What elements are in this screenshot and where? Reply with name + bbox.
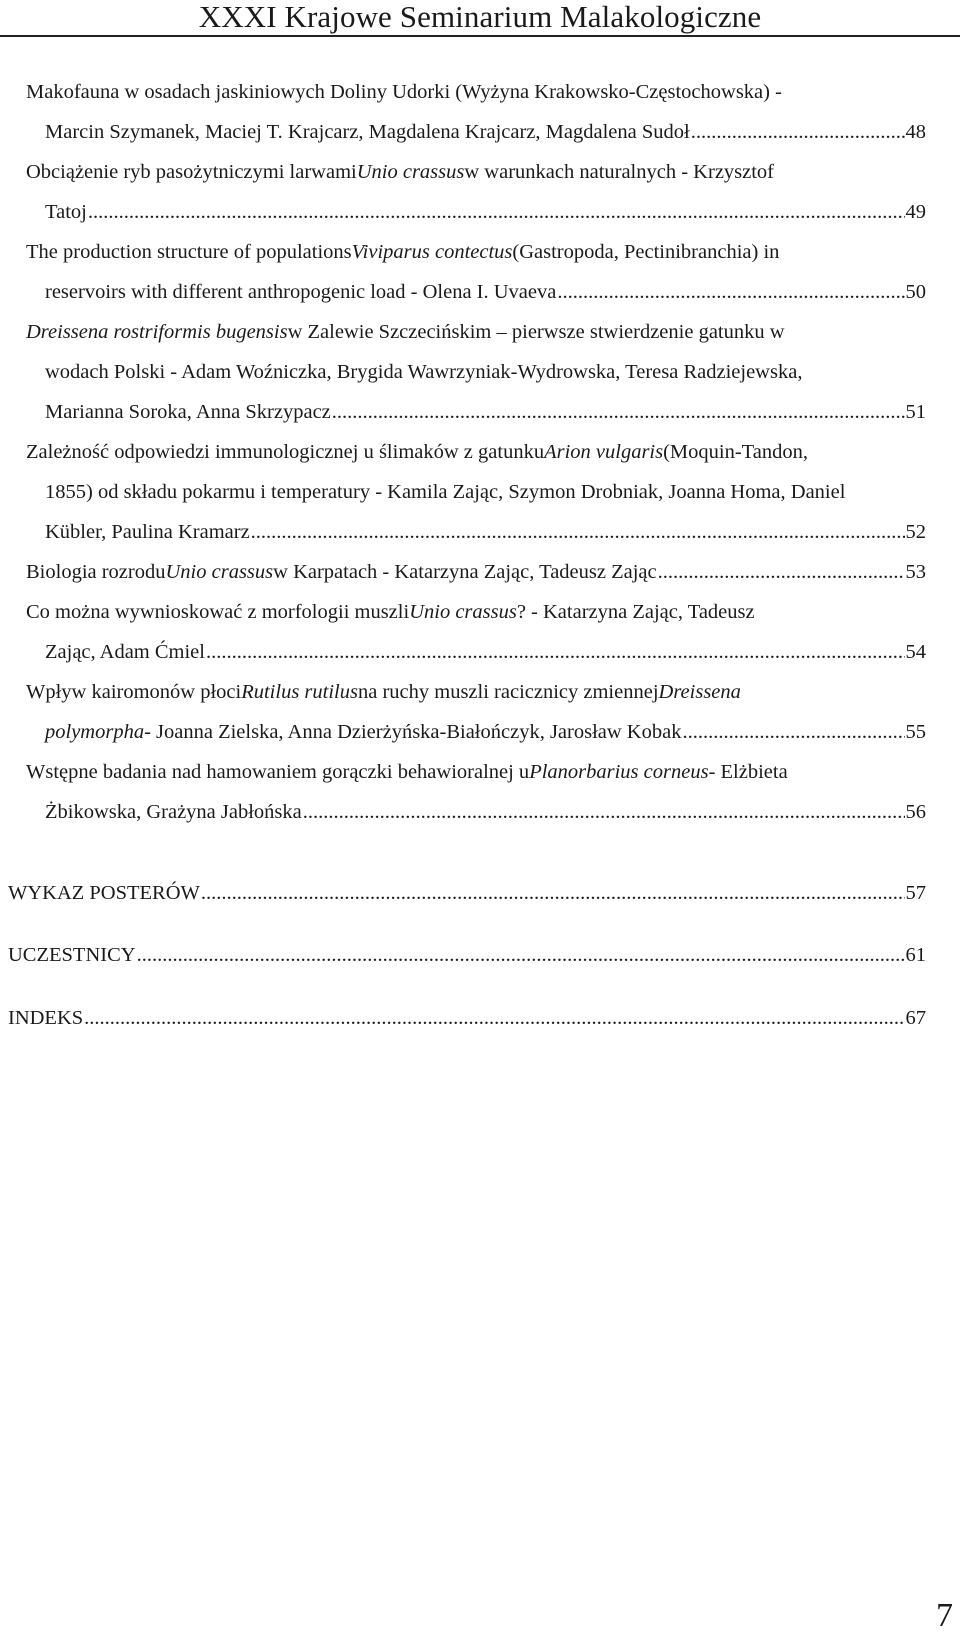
dot-leader	[303, 792, 905, 832]
table-of-contents	[26, 72, 926, 832]
entry-authors: Marianna Soroka, Anna Skrzypacz	[45, 401, 331, 423]
entry-title: Makofauna w osadach jaskiniowych Doliny Udorki (Wyżyna Krakowsko-Częstochowska) -	[26, 81, 782, 103]
toc-entry	[26, 72, 926, 152]
header-title: XXXI Krajowe Seminarium Malakologiczne	[198, 0, 762, 34]
toc-entry	[26, 752, 926, 832]
entry-authors: Zając, Adam Ćmiel	[45, 641, 205, 663]
toc-entry	[26, 592, 926, 672]
entry-title-text: ? - Katarzyna Zając, Tadeusz	[516, 601, 755, 623]
entry-title-text: (Moquin-Tandon,	[663, 441, 809, 463]
entry-page-number: 49	[905, 201, 926, 223]
entry-page-number: 55	[905, 721, 926, 743]
section-page-number: 61	[905, 944, 926, 966]
section-label: INDEKS	[8, 1007, 84, 1029]
entry-authors: - Joanna Zielska, Anna Dzierżyńska-Białończyk, Jarosław Kobak	[144, 721, 682, 743]
header-rule	[0, 35, 960, 37]
page-number: 7	[936, 1597, 953, 1634]
dot-leader	[251, 512, 905, 552]
species-name: Unio crassus	[356, 161, 465, 183]
dot-leader	[691, 112, 905, 152]
dot-leader	[332, 392, 905, 432]
entry-authors: Tatoj	[45, 201, 87, 223]
toc-section-index	[8, 998, 926, 1038]
section-label: WYKAZ POSTERÓW	[8, 882, 200, 904]
entry-authors: reservoirs with different anthropogenic load - Olena I. Uvaeva	[45, 281, 557, 303]
entry-page-number: 53	[905, 561, 926, 583]
entry-authors: Kübler, Paulina Kramarz	[45, 521, 250, 543]
dot-leader	[206, 632, 905, 672]
species-name: Arion vulgaris	[544, 441, 664, 463]
dot-leader	[84, 998, 904, 1038]
entry-page-number: 56	[905, 801, 926, 823]
entry-title-text: Obciążenie ryb pasożytniczymi larwami	[26, 161, 357, 183]
toc-entry	[26, 312, 926, 432]
section-label: UCZESTNICY	[8, 944, 136, 966]
entry-title-text: Biologia rozrodu	[26, 561, 166, 583]
toc-entry	[26, 232, 926, 312]
entry-title-text: (Gastropoda, Pectinibranchia) in	[512, 241, 780, 263]
species-name: Dreissena	[658, 681, 741, 703]
entry-title-text: na ruchy muszli racicznicy zmiennej	[357, 681, 659, 703]
entry-page-number: 48	[905, 121, 926, 143]
species-name: Viviparus contectus	[351, 241, 513, 263]
entry-page-number: 54	[905, 641, 926, 663]
entry-title-text: Zależność odpowiedzi immunologicznej u ślimaków z gatunku	[26, 441, 545, 463]
entry-title-text: - Elżbieta	[708, 761, 788, 783]
page-header	[0, 0, 960, 37]
entry-title-text: w Zalewie Szczecińskim – pierwsze stwierdzenie gatunku w	[287, 321, 785, 343]
species-name: Rutilus rutilus	[241, 681, 358, 703]
species-name: polymorpha	[45, 721, 145, 743]
species-name: Unio crassus	[409, 601, 517, 623]
entry-authors: 1855) od składu pokarmu i temperatury - Kamila Zając, Szymon Drobniak, Joanna Homa, Daniel	[45, 481, 846, 503]
entry-title-text: w Karpatach - Katarzyna Zając, Tadeusz Zając	[273, 561, 657, 583]
toc-entry	[26, 552, 926, 592]
toc-entry	[26, 432, 926, 552]
dot-leader	[88, 192, 905, 232]
entry-authors: Marcin Szymanek, Maciej T. Krajcarz, Magdalena Krajcarz, Magdalena Sudoł	[45, 121, 690, 143]
entry-authors: wodach Polski - Adam Woźniczka, Brygida Wawrzyniak-Wydrowska, Teresa Radziejewska,	[45, 361, 803, 383]
species-name: Planorbarius corneus	[529, 761, 709, 783]
entry-title-text: Wpływ kairomonów płoci	[26, 681, 242, 703]
dot-leader	[658, 552, 905, 592]
entry-title-text: The production structure of populations	[26, 241, 352, 263]
section-page-number: 67	[905, 1007, 926, 1029]
dot-leader	[557, 272, 904, 312]
dot-leader	[682, 712, 904, 752]
species-name: Unio crassus	[165, 561, 274, 583]
entry-page-number: 50	[905, 281, 926, 303]
toc-section-posters	[8, 873, 926, 913]
dot-leader	[137, 935, 905, 975]
toc-entry	[26, 152, 926, 232]
entry-page-number: 51	[905, 401, 926, 423]
entry-authors: Żbikowska, Grażyna Jabłońska	[45, 801, 302, 823]
entry-title-text: Co można wywnioskować z morfologii muszli	[26, 601, 410, 623]
species-name: Dreissena rostriformis bugensis	[26, 321, 288, 343]
toc-entry	[26, 672, 926, 752]
toc-section-participants	[8, 935, 926, 975]
section-page-number: 57	[905, 882, 926, 904]
dot-leader	[201, 873, 905, 913]
entry-title-text: w warunkach naturalnych - Krzysztof	[464, 161, 775, 183]
entry-title-text: Wstępne badania nad hamowaniem gorączki behawioralnej u	[26, 761, 530, 783]
entry-page-number: 52	[905, 521, 926, 543]
